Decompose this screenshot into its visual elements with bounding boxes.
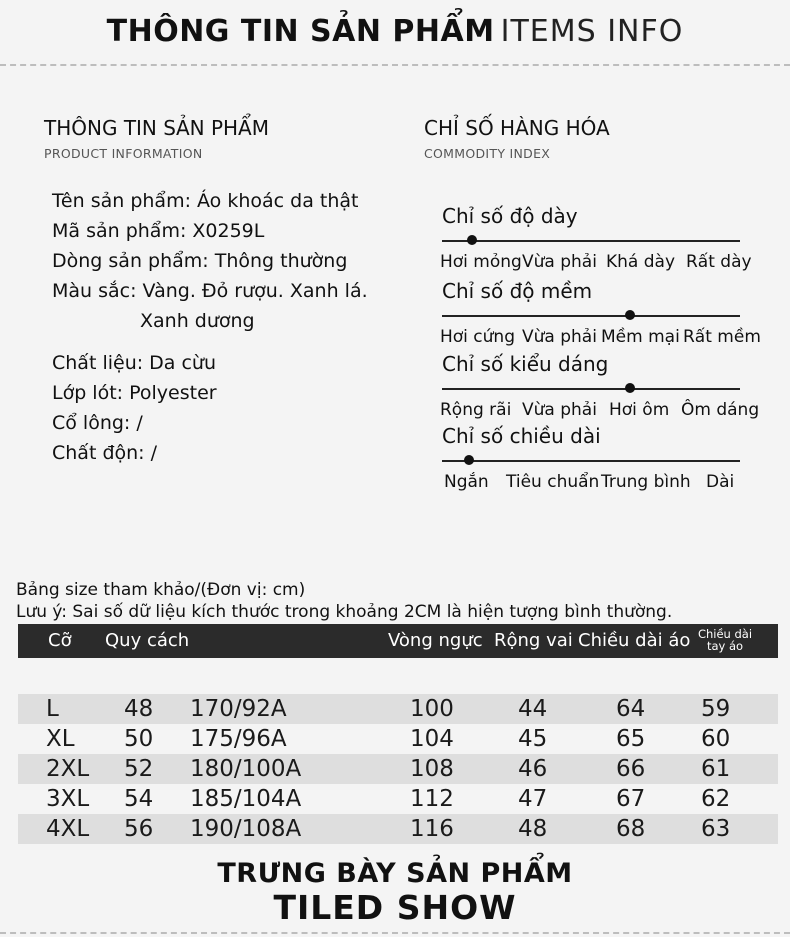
table-cell: 48 bbox=[518, 816, 548, 842]
table-cell: 45 bbox=[518, 726, 548, 752]
col-sleeve-line1: Chiều dài bbox=[697, 627, 753, 641]
header-title-thin: ITEMS INFO bbox=[500, 14, 684, 49]
index-label: Chỉ số độ dày bbox=[442, 204, 578, 228]
col-shoulder: Rộng vai bbox=[494, 630, 573, 651]
commodity-index-subtitle: COMMODITY INDEX bbox=[424, 146, 551, 161]
col-size: Cỡ bbox=[48, 630, 72, 651]
header-divider bbox=[0, 64, 790, 66]
info-code: Mã sản phẩm: X0259L bbox=[52, 220, 265, 242]
col-chest: Vòng ngực bbox=[388, 630, 483, 651]
table-cell: 112 bbox=[410, 786, 454, 812]
table-cell: 104 bbox=[410, 726, 454, 752]
table-cell: 2XL bbox=[46, 756, 90, 782]
table-cell: 50 bbox=[124, 726, 154, 752]
table-cell: 63 bbox=[701, 816, 731, 842]
table-cell: 116 bbox=[410, 816, 454, 842]
info-line-type: Dòng sản phẩm: Thông thường bbox=[52, 250, 348, 272]
index-label: Chỉ số độ mềm bbox=[442, 279, 593, 303]
table-cell: 48 bbox=[124, 696, 154, 722]
index-track bbox=[442, 240, 740, 242]
header-title-bold: THÔNG TIN SẢN PHẨM bbox=[106, 14, 495, 49]
index-option: Ôm dáng bbox=[681, 400, 760, 420]
table-cell: 175/96A bbox=[190, 726, 287, 752]
table-cell: 64 bbox=[616, 696, 646, 722]
table-cell: 3XL bbox=[46, 786, 90, 812]
table-cell: 62 bbox=[701, 786, 731, 812]
index-option: Hơi cứng bbox=[440, 327, 515, 347]
index-option: Trung bình bbox=[601, 472, 691, 492]
index-option: Vừa phải bbox=[522, 252, 597, 272]
index-option: Dài bbox=[706, 472, 735, 492]
table-cell: 100 bbox=[410, 696, 454, 722]
table-cell: 190/108A bbox=[190, 816, 302, 842]
product-info-title: THÔNG TIN SẢN PHẨM bbox=[44, 116, 269, 140]
index-marker bbox=[467, 235, 477, 245]
product-info-subtitle: PRODUCT INFORMATION bbox=[44, 146, 203, 161]
size-chart-note: Bảng size tham khảo/(Đơn vị: cm) bbox=[16, 580, 306, 600]
index-track bbox=[442, 315, 740, 317]
footer-divider bbox=[0, 932, 790, 934]
commodity-index-title: CHỈ SỐ HÀNG HÓA bbox=[424, 116, 610, 140]
index-option: Khá dày bbox=[606, 252, 676, 272]
table-row bbox=[18, 754, 778, 784]
index-label: Chỉ số kiểu dáng bbox=[442, 352, 609, 376]
info-material: Chất liệu: Da cừu bbox=[52, 352, 217, 374]
table-row bbox=[18, 814, 778, 844]
index-track bbox=[442, 460, 740, 462]
index-marker bbox=[625, 383, 635, 393]
info-lining: Lớp lót: Polyester bbox=[52, 382, 217, 404]
table-cell: 68 bbox=[616, 816, 646, 842]
col-spec: Quy cách bbox=[105, 630, 190, 651]
table-cell: 170/92A bbox=[190, 696, 287, 722]
table-cell: 60 bbox=[701, 726, 731, 752]
info-colors-cont: Xanh dương bbox=[140, 310, 255, 332]
index-label: Chỉ số chiều dài bbox=[442, 424, 601, 448]
index-option: Rất mềm bbox=[683, 327, 761, 347]
page-header bbox=[0, 14, 790, 49]
index-option: Vừa phải bbox=[522, 327, 597, 347]
table-cell: 56 bbox=[124, 816, 154, 842]
table-cell: 185/104A bbox=[190, 786, 302, 812]
table-cell: 67 bbox=[616, 786, 646, 812]
table-cell: 4XL bbox=[46, 816, 90, 842]
table-cell: XL bbox=[46, 726, 75, 752]
index-option: Rất dày bbox=[686, 252, 752, 272]
index-marker bbox=[464, 455, 474, 465]
col-length: Chiều dài áo bbox=[578, 630, 691, 651]
info-colors: Màu sắc: Vàng. Đỏ rượu. Xanh lá. bbox=[52, 280, 368, 302]
size-table-header bbox=[18, 624, 778, 658]
info-collar: Cổ lông: / bbox=[52, 412, 143, 434]
index-option: Mềm mại bbox=[601, 327, 680, 347]
index-option: Rộng rãi bbox=[440, 400, 512, 420]
table-row bbox=[18, 724, 778, 754]
index-option: Ngắn bbox=[444, 472, 489, 492]
table-cell: L bbox=[46, 696, 59, 722]
index-option: Hơi ôm bbox=[609, 400, 670, 420]
index-track bbox=[442, 388, 740, 390]
table-cell: 66 bbox=[616, 756, 646, 782]
footer-subtitle: TILED SHOW bbox=[273, 888, 517, 927]
col-sleeve bbox=[694, 628, 756, 652]
index-marker bbox=[625, 310, 635, 320]
table-cell: 65 bbox=[616, 726, 646, 752]
info-name: Tên sản phẩm: Áo khoác da thật bbox=[52, 190, 359, 212]
info-padding: Chất độn: / bbox=[52, 442, 158, 464]
table-cell: 52 bbox=[124, 756, 154, 782]
table-cell: 46 bbox=[518, 756, 548, 782]
table-cell: 59 bbox=[701, 696, 731, 722]
table-cell: 54 bbox=[124, 786, 154, 812]
index-option: Vừa phải bbox=[522, 400, 597, 420]
table-cell: 180/100A bbox=[190, 756, 302, 782]
index-option: Hơi mỏng bbox=[440, 252, 522, 272]
footer-title: TRƯNG BÀY SẢN PHẨM bbox=[217, 858, 573, 889]
table-row bbox=[18, 784, 778, 814]
table-cell: 47 bbox=[518, 786, 548, 812]
table-cell: 61 bbox=[701, 756, 731, 782]
index-option: Tiêu chuẩn bbox=[506, 472, 600, 492]
table-cell: 44 bbox=[518, 696, 548, 722]
size-chart-warning: Lưu ý: Sai số dữ liệu kích thước trong khoảng 2CM là hiện tượng bình thường. bbox=[16, 602, 673, 622]
table-row bbox=[18, 694, 778, 724]
table-cell: 108 bbox=[410, 756, 454, 782]
col-sleeve-line2: tay áo bbox=[706, 639, 744, 653]
